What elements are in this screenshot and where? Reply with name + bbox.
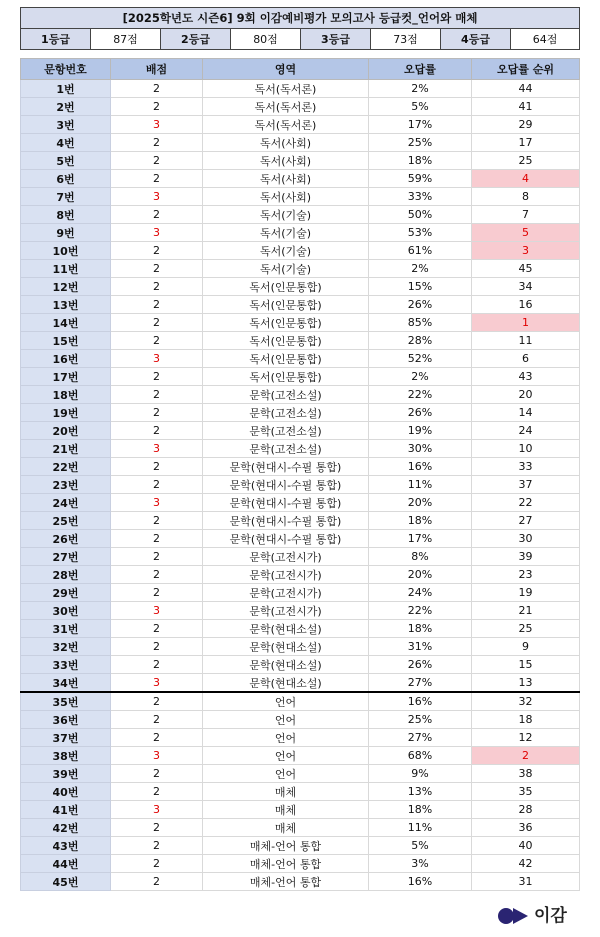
question-number-cell: 22번 bbox=[21, 458, 111, 476]
table-row bbox=[21, 98, 580, 116]
error-rate-cell: 59% bbox=[369, 170, 472, 188]
area-cell: 독서(사회) bbox=[203, 152, 369, 170]
question-number-cell: 36번 bbox=[21, 711, 111, 729]
table-row bbox=[21, 855, 580, 873]
question-number-cell: 24번 bbox=[21, 494, 111, 512]
points-cell: 2 bbox=[111, 566, 203, 584]
error-rate-cell: 68% bbox=[369, 747, 472, 765]
question-number-cell: 13번 bbox=[21, 296, 111, 314]
question-number-cell: 38번 bbox=[21, 747, 111, 765]
error-rate-cell: 11% bbox=[369, 819, 472, 837]
table-row bbox=[21, 548, 580, 566]
error-rate-cell: 15% bbox=[369, 278, 472, 296]
table-row bbox=[21, 747, 580, 765]
error-rank-cell: 17 bbox=[472, 134, 580, 152]
error-rate-cell: 18% bbox=[369, 152, 472, 170]
question-number-cell: 25번 bbox=[21, 512, 111, 530]
question-number-cell: 7번 bbox=[21, 188, 111, 206]
error-rate-cell: 18% bbox=[369, 512, 472, 530]
question-number-cell: 11번 bbox=[21, 260, 111, 278]
logo-triangle-icon bbox=[513, 908, 528, 924]
points-cell: 2 bbox=[111, 656, 203, 674]
error-rate-cell: 50% bbox=[369, 206, 472, 224]
table-row bbox=[21, 152, 580, 170]
error-rank-cell: 34 bbox=[472, 278, 580, 296]
error-rate-cell: 22% bbox=[369, 386, 472, 404]
error-rank-cell: 36 bbox=[472, 819, 580, 837]
table-row bbox=[21, 692, 580, 711]
question-number-cell: 20번 bbox=[21, 422, 111, 440]
error-rank-cell: 16 bbox=[472, 296, 580, 314]
area-cell: 문학(고전소설) bbox=[203, 386, 369, 404]
area-cell: 독서(인문통합) bbox=[203, 332, 369, 350]
points-cell: 2 bbox=[111, 692, 203, 711]
grade-label: 4등급 bbox=[441, 29, 511, 50]
error-rate-cell: 2% bbox=[369, 80, 472, 98]
error-rate-table bbox=[20, 58, 580, 891]
points-cell: 3 bbox=[111, 602, 203, 620]
points-cell: 2 bbox=[111, 314, 203, 332]
error-rate-cell: 11% bbox=[369, 476, 472, 494]
points-cell: 2 bbox=[111, 711, 203, 729]
error-rate-cell: 30% bbox=[369, 440, 472, 458]
points-cell: 3 bbox=[111, 116, 203, 134]
area-cell: 독서(사회) bbox=[203, 134, 369, 152]
table-row bbox=[21, 783, 580, 801]
grade-label: 1등급 bbox=[21, 29, 91, 50]
question-number-cell: 19번 bbox=[21, 404, 111, 422]
error-rank-cell: 1 bbox=[472, 314, 580, 332]
points-cell: 2 bbox=[111, 404, 203, 422]
area-cell: 독서(기술) bbox=[203, 206, 369, 224]
error-rate-cell: 3% bbox=[369, 855, 472, 873]
error-rate-cell: 16% bbox=[369, 692, 472, 711]
question-number-cell: 39번 bbox=[21, 765, 111, 783]
error-rank-cell: 28 bbox=[472, 801, 580, 819]
column-header-error-rate: 오답률 bbox=[369, 59, 472, 80]
question-number-cell: 41번 bbox=[21, 801, 111, 819]
table-row bbox=[21, 278, 580, 296]
error-rate-cell: 16% bbox=[369, 873, 472, 891]
area-cell: 언어 bbox=[203, 711, 369, 729]
error-rank-cell: 19 bbox=[472, 584, 580, 602]
error-rate-cell: 5% bbox=[369, 98, 472, 116]
area-cell: 문학(현대시-수필 통합) bbox=[203, 530, 369, 548]
question-number-cell: 23번 bbox=[21, 476, 111, 494]
table-row bbox=[21, 476, 580, 494]
error-rate-cell: 19% bbox=[369, 422, 472, 440]
table-row bbox=[21, 224, 580, 242]
question-number-cell: 15번 bbox=[21, 332, 111, 350]
error-rate-cell: 25% bbox=[369, 711, 472, 729]
error-rank-cell: 12 bbox=[472, 729, 580, 747]
question-number-cell: 17번 bbox=[21, 368, 111, 386]
error-rate-cell: 17% bbox=[369, 530, 472, 548]
table-row bbox=[21, 656, 580, 674]
error-rate-cell: 33% bbox=[369, 188, 472, 206]
error-rank-cell: 39 bbox=[472, 548, 580, 566]
points-cell: 3 bbox=[111, 494, 203, 512]
points-cell: 3 bbox=[111, 440, 203, 458]
question-number-cell: 1번 bbox=[21, 80, 111, 98]
points-cell: 3 bbox=[111, 350, 203, 368]
error-rate-cell: 61% bbox=[369, 242, 472, 260]
table-row bbox=[21, 584, 580, 602]
grade-cut-row bbox=[21, 29, 580, 50]
area-cell: 문학(현대시-수필 통합) bbox=[203, 512, 369, 530]
table-row bbox=[21, 620, 580, 638]
table-row bbox=[21, 602, 580, 620]
area-cell: 문학(현대소설) bbox=[203, 656, 369, 674]
error-rank-cell: 31 bbox=[472, 873, 580, 891]
table-row bbox=[21, 711, 580, 729]
error-rank-cell: 42 bbox=[472, 855, 580, 873]
grade-value: 73점 bbox=[371, 29, 441, 50]
error-rate-cell: 17% bbox=[369, 116, 472, 134]
error-rank-cell: 15 bbox=[472, 656, 580, 674]
area-cell: 매체 bbox=[203, 783, 369, 801]
error-rate-cell: 85% bbox=[369, 314, 472, 332]
error-rank-cell: 14 bbox=[472, 404, 580, 422]
error-rank-cell: 27 bbox=[472, 512, 580, 530]
area-cell: 매체-언어 통합 bbox=[203, 837, 369, 855]
table-row bbox=[21, 729, 580, 747]
question-number-cell: 26번 bbox=[21, 530, 111, 548]
area-cell: 문학(현대시-수필 통합) bbox=[203, 494, 369, 512]
grade-value: 64점 bbox=[511, 29, 580, 50]
question-number-cell: 5번 bbox=[21, 152, 111, 170]
error-rate-cell: 26% bbox=[369, 296, 472, 314]
area-cell: 독서(인문통합) bbox=[203, 314, 369, 332]
question-number-cell: 10번 bbox=[21, 242, 111, 260]
table-row bbox=[21, 170, 580, 188]
points-cell: 2 bbox=[111, 422, 203, 440]
area-cell: 문학(고전소설) bbox=[203, 404, 369, 422]
points-cell: 2 bbox=[111, 458, 203, 476]
question-number-cell: 40번 bbox=[21, 783, 111, 801]
table-row bbox=[21, 242, 580, 260]
points-cell: 2 bbox=[111, 837, 203, 855]
question-number-cell: 43번 bbox=[21, 837, 111, 855]
error-rate-cell: 2% bbox=[369, 368, 472, 386]
error-rate-cell: 18% bbox=[369, 801, 472, 819]
error-rank-cell: 25 bbox=[472, 152, 580, 170]
area-cell: 독서(인문통합) bbox=[203, 368, 369, 386]
area-cell: 문학(고전소설) bbox=[203, 422, 369, 440]
points-cell: 2 bbox=[111, 206, 203, 224]
question-number-cell: 2번 bbox=[21, 98, 111, 116]
table-row bbox=[21, 260, 580, 278]
points-cell: 2 bbox=[111, 242, 203, 260]
question-number-cell: 27번 bbox=[21, 548, 111, 566]
error-rate-cell: 24% bbox=[369, 584, 472, 602]
points-cell: 2 bbox=[111, 620, 203, 638]
points-cell: 2 bbox=[111, 783, 203, 801]
error-rank-cell: 33 bbox=[472, 458, 580, 476]
error-rank-cell: 20 bbox=[472, 386, 580, 404]
column-header-error-rank: 오답률 순위 bbox=[472, 59, 580, 80]
question-number-cell: 4번 bbox=[21, 134, 111, 152]
table-row bbox=[21, 422, 580, 440]
error-rate-cell: 2% bbox=[369, 260, 472, 278]
points-cell: 2 bbox=[111, 368, 203, 386]
area-cell: 독서(기술) bbox=[203, 242, 369, 260]
error-rank-cell: 40 bbox=[472, 837, 580, 855]
table-row bbox=[21, 206, 580, 224]
error-rank-cell: 29 bbox=[472, 116, 580, 134]
question-number-cell: 31번 bbox=[21, 620, 111, 638]
grade-value: 80점 bbox=[231, 29, 301, 50]
question-number-cell: 29번 bbox=[21, 584, 111, 602]
points-cell: 2 bbox=[111, 80, 203, 98]
area-cell: 매체 bbox=[203, 819, 369, 837]
table-row bbox=[21, 350, 580, 368]
question-number-cell: 33번 bbox=[21, 656, 111, 674]
table-row bbox=[21, 674, 580, 693]
area-cell: 매체-언어 통합 bbox=[203, 873, 369, 891]
area-cell: 문학(현대시-수필 통합) bbox=[203, 476, 369, 494]
table-row bbox=[21, 386, 580, 404]
table-row bbox=[21, 296, 580, 314]
points-cell: 2 bbox=[111, 512, 203, 530]
error-rank-cell: 22 bbox=[472, 494, 580, 512]
area-cell: 문학(고전시가) bbox=[203, 548, 369, 566]
table-row bbox=[21, 873, 580, 891]
points-cell: 3 bbox=[111, 224, 203, 242]
error-rate-cell: 13% bbox=[369, 783, 472, 801]
table-row bbox=[21, 116, 580, 134]
area-cell: 독서(기술) bbox=[203, 260, 369, 278]
table-row bbox=[21, 819, 580, 837]
error-rate-cell: 26% bbox=[369, 656, 472, 674]
area-cell: 독서(인문통합) bbox=[203, 278, 369, 296]
points-cell: 2 bbox=[111, 296, 203, 314]
error-rate-cell: 25% bbox=[369, 134, 472, 152]
area-cell: 독서(인문통합) bbox=[203, 296, 369, 314]
error-rank-cell: 11 bbox=[472, 332, 580, 350]
points-cell: 3 bbox=[111, 674, 203, 693]
error-rank-cell: 18 bbox=[472, 711, 580, 729]
question-number-cell: 9번 bbox=[21, 224, 111, 242]
error-rank-cell: 45 bbox=[472, 260, 580, 278]
logo-text: 이감 bbox=[534, 906, 567, 926]
question-number-cell: 34번 bbox=[21, 674, 111, 693]
question-number-cell: 12번 bbox=[21, 278, 111, 296]
table-row bbox=[21, 638, 580, 656]
points-cell: 2 bbox=[111, 729, 203, 747]
question-number-cell: 42번 bbox=[21, 819, 111, 837]
error-rank-cell: 32 bbox=[472, 692, 580, 711]
error-rank-cell: 13 bbox=[472, 674, 580, 693]
area-cell: 매체 bbox=[203, 801, 369, 819]
error-rate-cell: 16% bbox=[369, 458, 472, 476]
table-row bbox=[21, 837, 580, 855]
points-cell: 3 bbox=[111, 801, 203, 819]
error-rank-cell: 35 bbox=[472, 783, 580, 801]
table-row bbox=[21, 512, 580, 530]
points-cell: 2 bbox=[111, 332, 203, 350]
error-rank-cell: 23 bbox=[472, 566, 580, 584]
error-rate-cell: 18% bbox=[369, 620, 472, 638]
error-rate-cell: 5% bbox=[369, 837, 472, 855]
area-cell: 언어 bbox=[203, 747, 369, 765]
area-cell: 독서(사회) bbox=[203, 170, 369, 188]
points-cell: 2 bbox=[111, 134, 203, 152]
table-row bbox=[21, 440, 580, 458]
area-cell: 언어 bbox=[203, 729, 369, 747]
grade-label: 3등급 bbox=[301, 29, 371, 50]
area-cell: 매체-언어 통합 bbox=[203, 855, 369, 873]
points-cell: 2 bbox=[111, 278, 203, 296]
points-cell: 2 bbox=[111, 476, 203, 494]
points-cell: 2 bbox=[111, 873, 203, 891]
error-rank-cell: 44 bbox=[472, 80, 580, 98]
area-cell: 언어 bbox=[203, 692, 369, 711]
table-row bbox=[21, 134, 580, 152]
area-cell: 문학(고전소설) bbox=[203, 440, 369, 458]
area-cell: 독서(독서론) bbox=[203, 116, 369, 134]
error-rank-cell: 24 bbox=[472, 422, 580, 440]
points-cell: 3 bbox=[111, 188, 203, 206]
error-rank-cell: 7 bbox=[472, 206, 580, 224]
table-row bbox=[21, 188, 580, 206]
logo-circle-icon bbox=[498, 908, 514, 924]
points-cell: 2 bbox=[111, 765, 203, 783]
question-number-cell: 8번 bbox=[21, 206, 111, 224]
column-header-question: 문항번호 bbox=[21, 59, 111, 80]
table-row bbox=[21, 494, 580, 512]
area-cell: 독서(인문통합) bbox=[203, 350, 369, 368]
error-rate-cell: 53% bbox=[369, 224, 472, 242]
question-number-cell: 6번 bbox=[21, 170, 111, 188]
points-cell: 2 bbox=[111, 584, 203, 602]
points-cell: 2 bbox=[111, 98, 203, 116]
table-row bbox=[21, 80, 580, 98]
question-number-cell: 21번 bbox=[21, 440, 111, 458]
question-number-cell: 16번 bbox=[21, 350, 111, 368]
question-number-cell: 44번 bbox=[21, 855, 111, 873]
table-header-row bbox=[21, 59, 580, 80]
question-number-cell: 28번 bbox=[21, 566, 111, 584]
area-cell: 문학(고전시가) bbox=[203, 566, 369, 584]
table-row bbox=[21, 314, 580, 332]
table-row bbox=[21, 530, 580, 548]
table-row bbox=[21, 765, 580, 783]
column-header-points: 배점 bbox=[111, 59, 203, 80]
error-rank-cell: 21 bbox=[472, 602, 580, 620]
error-rank-cell: 37 bbox=[472, 476, 580, 494]
grade-value: 87점 bbox=[91, 29, 161, 50]
error-rate-cell: 9% bbox=[369, 765, 472, 783]
error-rank-cell: 9 bbox=[472, 638, 580, 656]
points-cell: 2 bbox=[111, 819, 203, 837]
header-table bbox=[20, 7, 580, 50]
table-row bbox=[21, 801, 580, 819]
points-cell: 2 bbox=[111, 152, 203, 170]
points-cell: 2 bbox=[111, 170, 203, 188]
error-rank-cell: 30 bbox=[472, 530, 580, 548]
area-cell: 문학(고전시가) bbox=[203, 584, 369, 602]
points-cell: 3 bbox=[111, 747, 203, 765]
error-rate-cell: 27% bbox=[369, 674, 472, 693]
area-cell: 문학(현대시-수필 통합) bbox=[203, 458, 369, 476]
page-title: [2025학년도 시즌6] 9회 이감예비평가 모의고사 등급컷_언어와 매체 bbox=[21, 8, 580, 29]
error-rate-cell: 28% bbox=[369, 332, 472, 350]
error-rank-cell: 41 bbox=[472, 98, 580, 116]
table-row bbox=[21, 458, 580, 476]
error-rate-cell: 26% bbox=[369, 404, 472, 422]
area-cell: 언어 bbox=[203, 765, 369, 783]
points-cell: 2 bbox=[111, 530, 203, 548]
error-rate-cell: 52% bbox=[369, 350, 472, 368]
points-cell: 2 bbox=[111, 638, 203, 656]
error-rate-cell: 31% bbox=[369, 638, 472, 656]
question-number-cell: 37번 bbox=[21, 729, 111, 747]
points-cell: 2 bbox=[111, 386, 203, 404]
question-number-cell: 30번 bbox=[21, 602, 111, 620]
brand-logo bbox=[498, 905, 578, 927]
question-number-cell: 18번 bbox=[21, 386, 111, 404]
grade-label: 2등급 bbox=[161, 29, 231, 50]
area-cell: 문학(현대소설) bbox=[203, 674, 369, 693]
table-row bbox=[21, 566, 580, 584]
table-row bbox=[21, 368, 580, 386]
table-row bbox=[21, 404, 580, 422]
question-number-cell: 3번 bbox=[21, 116, 111, 134]
error-rate-cell: 20% bbox=[369, 494, 472, 512]
error-rank-cell: 5 bbox=[472, 224, 580, 242]
area-cell: 문학(현대소설) bbox=[203, 620, 369, 638]
question-number-cell: 32번 bbox=[21, 638, 111, 656]
error-rank-cell: 6 bbox=[472, 350, 580, 368]
area-cell: 독서(사회) bbox=[203, 188, 369, 206]
area-cell: 문학(현대소설) bbox=[203, 638, 369, 656]
question-number-cell: 14번 bbox=[21, 314, 111, 332]
points-cell: 2 bbox=[111, 548, 203, 566]
error-rank-cell: 10 bbox=[472, 440, 580, 458]
error-rank-cell: 43 bbox=[472, 368, 580, 386]
area-cell: 문학(고전시가) bbox=[203, 602, 369, 620]
question-number-cell: 35번 bbox=[21, 692, 111, 711]
points-cell: 2 bbox=[111, 855, 203, 873]
area-cell: 독서(기술) bbox=[203, 224, 369, 242]
sheet bbox=[20, 7, 579, 891]
error-rank-cell: 25 bbox=[472, 620, 580, 638]
error-rank-cell: 2 bbox=[472, 747, 580, 765]
error-rate-cell: 8% bbox=[369, 548, 472, 566]
question-number-cell: 45번 bbox=[21, 873, 111, 891]
error-rank-cell: 3 bbox=[472, 242, 580, 260]
error-rate-cell: 20% bbox=[369, 566, 472, 584]
table-row bbox=[21, 332, 580, 350]
error-rate-cell: 27% bbox=[369, 729, 472, 747]
area-cell: 독서(독서론) bbox=[203, 98, 369, 116]
error-rank-cell: 8 bbox=[472, 188, 580, 206]
points-cell: 2 bbox=[111, 260, 203, 278]
error-rate-cell: 22% bbox=[369, 602, 472, 620]
area-cell: 독서(독서론) bbox=[203, 80, 369, 98]
error-rank-cell: 4 bbox=[472, 170, 580, 188]
column-header-area: 영역 bbox=[203, 59, 369, 80]
error-rank-cell: 38 bbox=[472, 765, 580, 783]
